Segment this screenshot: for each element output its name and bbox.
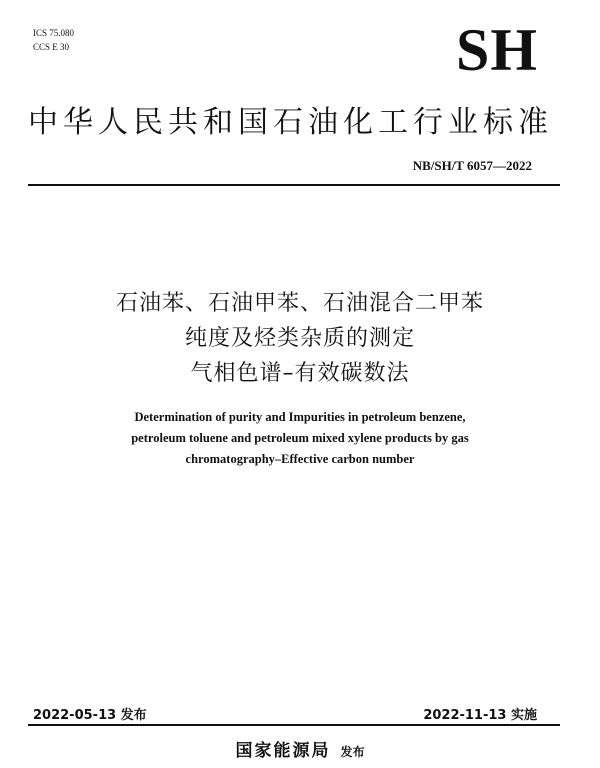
english-title-line-3: chromatography–Effective carbon number	[185, 452, 415, 466]
issuer-line	[0, 736, 600, 761]
chinese-title	[0, 286, 600, 391]
chinese-title-line-3: 气相色谱–有效碳数法	[190, 361, 410, 386]
chinese-title-line-2: 纯度及烃类杂质的测定	[184, 326, 415, 351]
effective-date: 2022-11-13 实施	[423, 708, 537, 723]
issue-word: 发布	[340, 745, 365, 759]
header-divider	[28, 184, 560, 186]
english-title-line-1: Determination of purity and Impurities in petroleum benzene,	[134, 410, 466, 424]
classification-codes	[33, 26, 74, 54]
sh-logo: SH	[455, 17, 538, 83]
chinese-title-line-1: 石油苯、石油甲苯、石油混合二甲苯	[115, 291, 484, 316]
english-title-line-2: petroleum toluene and petroleum mixed xylene products by gas	[131, 431, 469, 445]
ccs-code: CCS E 30	[33, 42, 70, 52]
issuer-name: 国家能源局	[235, 741, 331, 761]
ics-code: ICS 75.080	[33, 28, 75, 38]
footer-divider	[28, 724, 560, 726]
publish-date: 2022-05-13 发布	[33, 708, 147, 723]
standard-category-title: 中华人民共和国石油化工行业标准	[28, 105, 553, 140]
english-title	[40, 407, 560, 470]
standard-number: NB/SH/T 6057—2022	[412, 158, 532, 173]
